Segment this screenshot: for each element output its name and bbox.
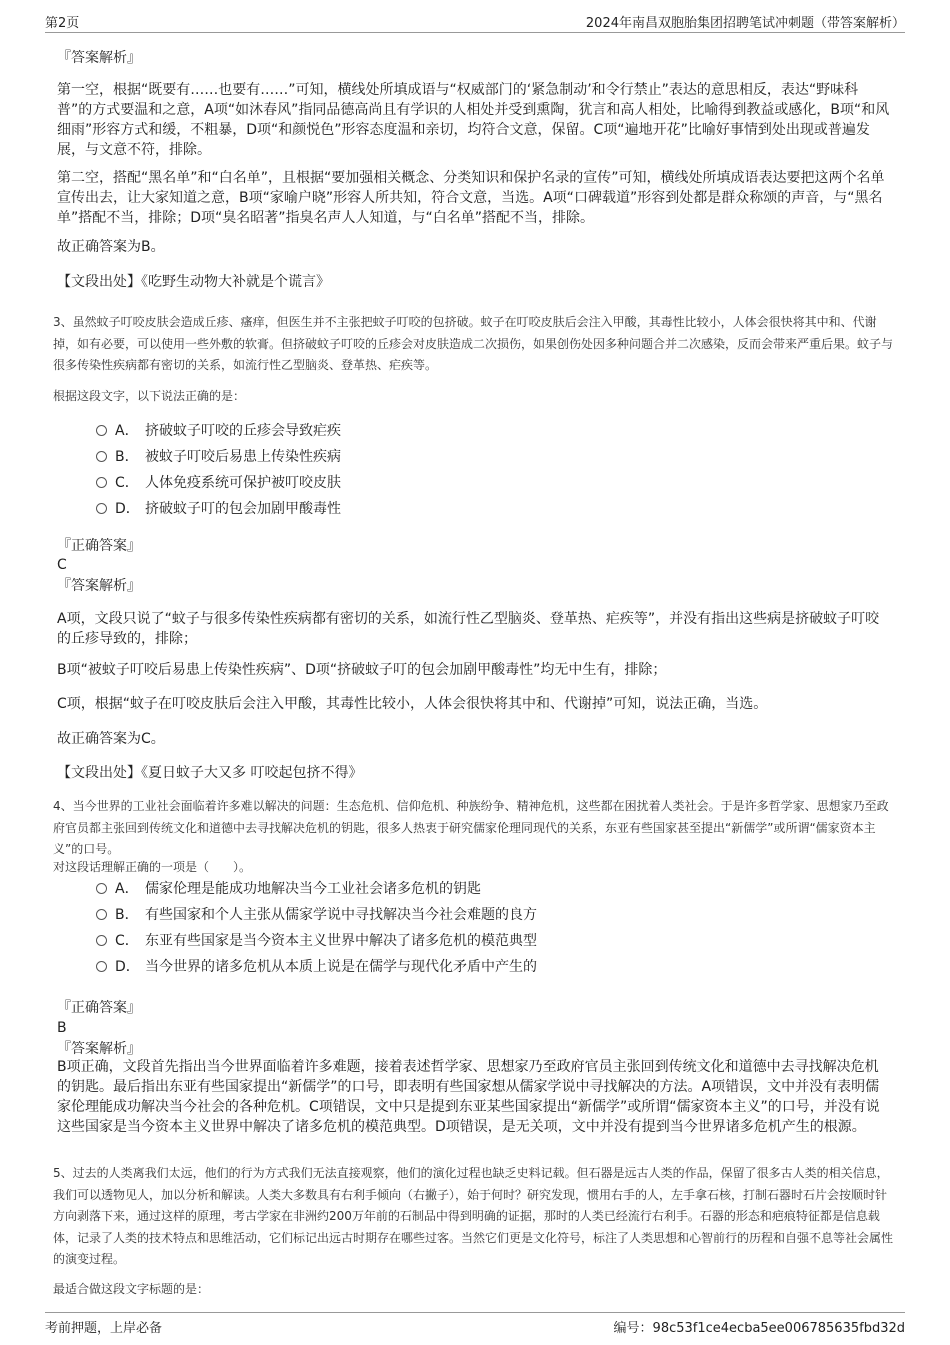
- radio-icon[interactable]: [96, 425, 107, 436]
- q2-analysis-paragraph-1: 第一空，根据“既要有……也要有……”可知，横线处所填成语与“权威部门的‘紧急制动’和令行禁止”表达的意思相反，表达“野味科普”的方式要温和之意，A项“如沐春风”指同品德高尚且有学识的人相处并受到熏陶，犹言和高人相处，比喻得到教益或感化，B项“和风细雨”形容方式和缓，不粗暴，D项“和颜悦色”形容态度温和亲切，均符合文意，保留。C项“遍地开花”比喻好事情到处出现或普遍发展，与文意不符，排除。: [57, 82, 890, 158]
- q4-option-d[interactable]: D． 当今世界的诸多危机从本质上说是在儒学与现代化矛盾中产生的: [96, 957, 537, 977]
- q5-stem: 5、过去的人类离我们太远，他们的行为方式我们无法直接观察，他们的演化过程也缺乏史料记载。但石器是远古人类的作品，保留了很多古人类的相关信息，我们可以透物见人，加以分析和解读。人类大多数具有右利手倾向（右撇子），始于何时？研究发现，惯用右手的人，左手拿石核，打制石器时石片会按顺时针方向剥落下来，通过这样的原理，考古学家在非洲约200万年前的石制品中得到明确的证据，那时的人类已经流行右利手。石器的形态和疤痕特征都是信息载体，记录了人类的技术特点和思维活动，它们标记出远古时期存在哪些过客。当然它们更是文化符号，标注了人类思想和心智前行的历程和自强不息等社会属性的演变过程。: [53, 1166, 894, 1266]
- q4-question: 对这段话理解正确的一项是（ ）。: [53, 860, 252, 874]
- q3-analysis-a: A项，文段只说了“蚊子与很多传染性疾病都有密切的关系，如流行性乙型脑炎、登革热、疟疾等”，并没有指出这些病是挤破蚊子叮咬的丘疹导致的，排除；: [57, 611, 880, 647]
- q4-option-a[interactable]: A． 儒家伦理是能成功地解决当今工业社会诸多危机的钥匙: [96, 879, 481, 899]
- q3-stem: 3、虽然蚊子叮咬皮肤会造成丘疹、瘙痒，但医生并不主张把蚊子叮咬的包挤破。蚊子在叮咬皮肤后会注入甲酸，其毒性比较小，人体会很快将其中和、代谢掉，如有必要，可以使用一些外敷的软膏。但挤破蚊子叮咬的丘疹会对皮肤造成二次损伤，如果创伤处因多种问题合并二次感染，反而会带来严重后果。蚊子与很多传染性疾病都有密切的关系，如流行性乙型脑炎、登革热、疟疾等。: [53, 315, 894, 372]
- q3-option-b[interactable]: B． 被蚊子叮咬后易患上传染性疾病: [96, 447, 341, 467]
- q3-analysis-heading: 『答案解析』: [57, 578, 141, 594]
- q3-analysis-bd: B项“被蚊子叮咬后易患上传染性疾病”、D项“挤破蚊子叮的包会加剧甲酸毒性”均无中生有，排除；: [57, 662, 667, 678]
- radio-icon[interactable]: [96, 451, 107, 462]
- q2-analysis-paragraph-2: 第二空，搭配“黑名单”和“白名单”，且根据“要加强相关概念、分类知识和保护名录的宣传”可知，横线处所填成语表达要把这两个名单宣传出去，让大家知道之意，B项“家喻户晓”形容人所共知，符合文意，当选。A项“口碑载道”形容到处都是群众称颂的声音，与“黑名单”搭配不当，排除；D项“臭名昭著”指臭名声人人知道，与“白名单”搭配不当，排除。: [57, 170, 885, 226]
- q3-option-c[interactable]: C． 人体免疫系统可保护被叮咬皮肤: [96, 473, 341, 493]
- document-title: 2024年南昌双胞胎集团招聘笔试冲刺题（带答案解析）: [585, 16, 905, 31]
- q5-question: 最适合做这段文字标题的是：: [53, 1282, 210, 1296]
- page-header: [45, 12, 905, 33]
- q2-analysis-heading: 『答案解析』: [57, 50, 141, 66]
- q4-option-c[interactable]: C． 东亚有些国家是当今资本主义世界中解决了诸多危机的模范典型: [96, 931, 537, 951]
- footer-slogan: 考前押题，上岸必备: [45, 1321, 163, 1336]
- q4-analysis-heading: 『答案解析』: [57, 1041, 141, 1057]
- q4-analysis: B项正确，文段首先指出当今世界面临着许多难题，接着表述哲学家、思想家乃至政府官员主张回到传统文化和道德中去寻找解决危机的钥匙。最后指出东亚有些国家提出“新儒学”的口号，即表明有些国家想从儒家学说中寻找解决的方法。A项错误，文中并没有表明儒家伦理能成功解决当今社会的各种危机。C项错误，文中只是提到东亚某些国家提出“新儒学”或所谓“儒家资本主义”的口号，并没有说这些国家是当今资本主义世界中解决了诸多危机的模范典型。D项错误，是无关项，文中并没有提到当今世界诸多危机产生的根源。: [57, 1059, 880, 1135]
- q3-answer: C: [57, 557, 67, 573]
- document-id: 编号：98c53f1ce4ecba5ee006785635fbd32d: [613, 1321, 905, 1336]
- radio-icon[interactable]: [96, 477, 107, 488]
- q3-analysis-c: C项，根据“蚊子在叮咬皮肤后会注入甲酸，其毒性比较小，人体会很快将其中和、代谢掉”可知，说法正确，当选。: [57, 696, 768, 712]
- q3-question: 根据这段文字，以下说法正确的是：: [53, 389, 246, 403]
- q3-source: 【文段出处】《夏日蚊子大又多 叮咬起包挤不得》: [57, 765, 363, 781]
- radio-icon[interactable]: [96, 883, 107, 894]
- q4-option-b[interactable]: B． 有些国家和个人主张从儒家学说中寻找解决当今社会难题的良方: [96, 905, 537, 925]
- q4-answer: B: [57, 1020, 67, 1036]
- q3-conclusion: 故正确答案为C。: [57, 731, 165, 747]
- radio-icon[interactable]: [96, 909, 107, 920]
- radio-icon[interactable]: [96, 503, 107, 514]
- q3-option-d[interactable]: D． 挤破蚊子叮的包会加剧甲酸毒性: [96, 499, 341, 519]
- radio-icon[interactable]: [96, 961, 107, 972]
- q2-conclusion: 故正确答案为B。: [57, 239, 165, 255]
- q3-answer-heading: 『正确答案』: [57, 538, 141, 554]
- page-footer: [45, 1312, 905, 1337]
- q4-answer-heading: 『正确答案』: [57, 1000, 141, 1016]
- page-number: 第2页: [45, 16, 80, 31]
- radio-icon[interactable]: [96, 935, 107, 946]
- q3-option-a[interactable]: A． 挤破蚊子叮咬的丘疹会导致疟疾: [96, 421, 341, 441]
- q4-stem: 4、当今世界的工业社会面临着许多难以解决的问题：生态危机、信仰危机、种族纷争、精神危机，这些都在困扰着人类社会。于是许多哲学家、思想家乃至政府官员都主张回到传统文化和道德中去寻找解决危机的钥匙，很多人热衷于研究儒家伦理同现代的关系，东亚有些国家甚至提出“新儒学”或所谓“儒家资本主义”的口号。: [53, 799, 889, 856]
- q2-source: 【文段出处】《吃野生动物大补就是个谎言》: [57, 274, 330, 290]
